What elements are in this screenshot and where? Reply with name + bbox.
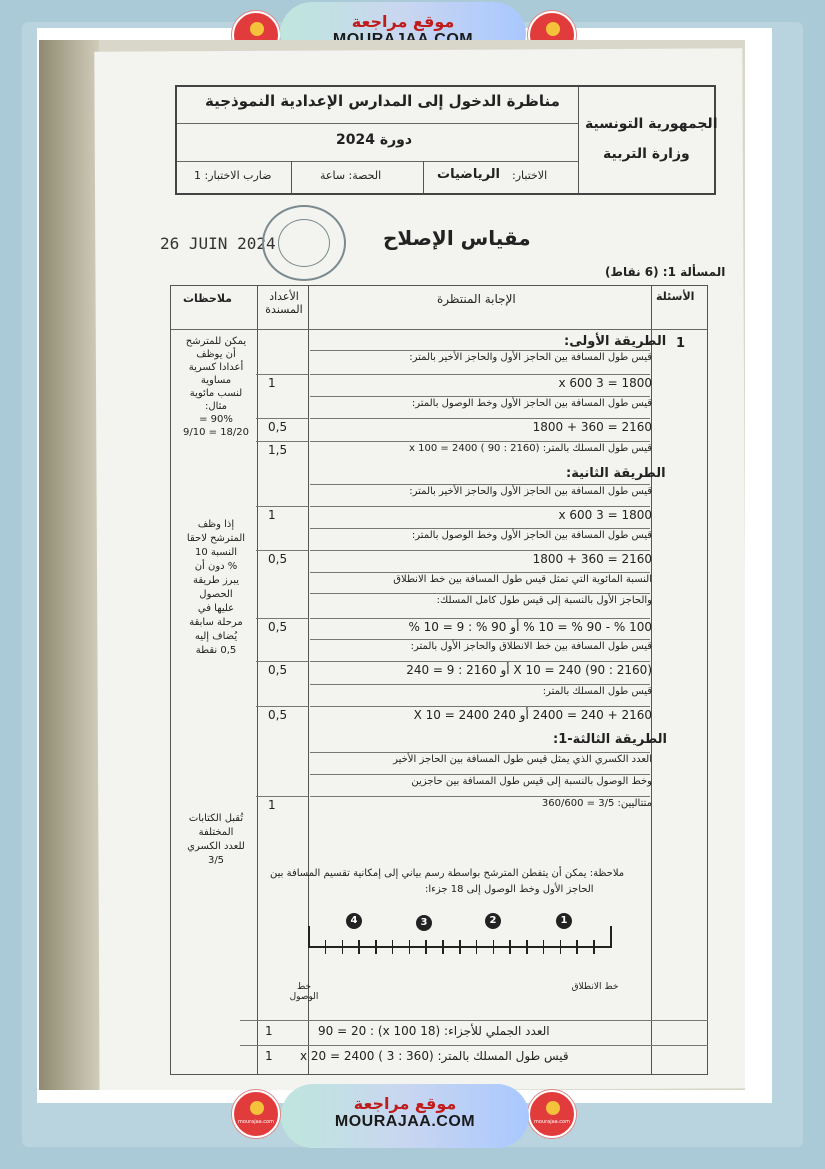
row-divider [310, 350, 650, 351]
number-line-tick [375, 940, 377, 954]
answer-row: (2160 : 90) X 10 = 240 أو 2160 : 9 = 240 [406, 663, 652, 677]
number-line-tick [325, 940, 327, 954]
answer-row: والحاجز الأول بالنسبة إلى قيس طول كامل المسلك: [436, 595, 652, 606]
site-name-ar-bottom: موقع مراجعة [353, 1094, 457, 1113]
number-line-tick [610, 926, 612, 948]
note-line: أن يوظف [196, 349, 236, 360]
points-divider [256, 374, 308, 375]
row-points: 0,5 [268, 420, 288, 434]
official-stamp [262, 205, 346, 281]
number-line [308, 946, 610, 948]
number-line-tick [459, 940, 461, 954]
row-divider [310, 374, 650, 375]
note-line: مثال: [204, 401, 228, 412]
note-line: يُضاف إليه [194, 631, 238, 642]
answer-row: قيس طول المسافة بين خط الانطلاق والحاجز الأول بالمتر: [410, 641, 652, 652]
note-line: يبرز طريقة [192, 575, 239, 586]
row-divider [310, 706, 650, 707]
row-divider [310, 618, 650, 619]
note-line: إذا وظف [197, 519, 235, 530]
marker-2: 2 [485, 913, 501, 929]
site-name-ar: موقع مراجعة [351, 12, 455, 31]
marker-1: 1 [556, 913, 572, 929]
col-questions: الأسئلة [656, 290, 695, 303]
answer-row: قيس طول المسافة بين الحاجز الأول والحاجز الأخير بالمتر: [409, 352, 652, 363]
note-line: يمكن للمترشح [185, 336, 247, 347]
marker-4: 4 [346, 913, 362, 929]
number-line-tick [576, 940, 578, 954]
answer-row: 2160 = 360 + 1800 [532, 552, 652, 566]
label-start: خط الانطلاق [571, 982, 619, 992]
row-divider [310, 796, 650, 797]
note-line: النسبة 10 [194, 547, 238, 558]
label-finish: خط الوصول [289, 982, 319, 1002]
row-divider [310, 639, 650, 640]
doc-title: مقياس الإصلاح [383, 226, 531, 250]
duration: الحصة: ساعة [320, 169, 382, 182]
row-points: 1,5 [268, 443, 288, 457]
row-divider [310, 528, 650, 529]
row-divider [310, 418, 650, 419]
col-notes: ملاحظات [183, 292, 232, 305]
col-points: الأعداد المسندة [265, 290, 303, 316]
row-points: 0,5 [268, 552, 288, 566]
subject-value: الرياضيات [437, 167, 501, 182]
site-logo-left-bottom: mourajaa.com [232, 1090, 280, 1138]
row-divider [310, 506, 650, 507]
points-divider [256, 661, 308, 662]
site-name-en-bottom: MOURAJAA.COM [334, 1113, 476, 1130]
points-divider [256, 550, 308, 551]
final-row-1: العدد الجملي للأجزاء: (18 x 100) : 90 = 20 [318, 1024, 550, 1038]
final-row-1-pts: 1 [265, 1024, 273, 1038]
note-line: أعدادا كسرية [188, 362, 244, 373]
note-line: 18/20 = 9/10 [182, 427, 250, 438]
method-1-title: الطريقة الأولى: [564, 334, 667, 349]
answer-row: قيس طول المسلك بالمتر: (2160 : 90 ) x 100 = 2400 [409, 443, 652, 454]
row-divider [310, 396, 650, 397]
points-divider [256, 796, 308, 797]
note-line: للعدد الكسري [187, 841, 245, 852]
row-points: 1 [268, 508, 276, 522]
row-divider [310, 661, 650, 662]
final-row-2-pts: 1 [265, 1049, 273, 1063]
date-stamp: 26 JUIN 2024 [160, 234, 276, 253]
answer-row: 2160 = 360 + 1800 [532, 420, 652, 434]
subject-label: الاختبار: [512, 169, 548, 182]
notes-block-1 [176, 335, 256, 439]
number-line-tick [425, 940, 427, 954]
notes-block-2 [176, 518, 256, 658]
note-text-2: الحاجز الأول وخط الوصول إلى 18 جزءا: [425, 884, 594, 895]
row-points: 0,5 [268, 663, 288, 677]
note-line: مساوية [200, 375, 232, 386]
method-3-title: الطريقة الثالثة-1: [553, 732, 667, 747]
number-line-tick [509, 940, 511, 954]
number-line-tick [476, 940, 478, 954]
points-divider [256, 506, 308, 507]
number-line-tick [442, 940, 444, 954]
note-line: 3/5 [207, 855, 225, 866]
row-divider [310, 684, 650, 685]
exam-title: مناظرة الدخول إلى المدارس الإعدادية النموذجية [205, 92, 560, 110]
answer-row: 2160 + 240 = 2400 أو 240 X 10 = 2400 [413, 708, 652, 722]
row-divider [310, 593, 650, 594]
answer-row: العدد الكسري الذي يمثل قيس طول المسافة بين الحاجز الأخير [393, 754, 652, 765]
note-line: لنسب مائوية [189, 388, 243, 399]
answer-row: وخط الوصول بالنسبة إلى قيس طول المسافة بين حاجزين [411, 776, 652, 787]
note-line: المترشح لاحقا [186, 533, 246, 544]
question-number: 1 [676, 336, 686, 351]
row-points: 0,5 [268, 620, 288, 634]
answer-row: قيس طول المسافة بين الحاجز الأول وخط الوصول بالمتر: [411, 398, 652, 409]
method-2-title: الطريقة الثانية: [566, 466, 666, 481]
number-line-tick [560, 940, 562, 954]
paper-shadow [39, 40, 99, 1090]
row-points: 1 [268, 798, 276, 812]
answer-row: 1800 = 3 x 600 [558, 376, 652, 390]
note-line: المختلفة [198, 827, 234, 838]
note-line: عليها في [197, 603, 235, 614]
row-divider [310, 484, 650, 485]
exam-session: دورة 2024 [336, 132, 413, 148]
row-divider [310, 441, 650, 442]
points-divider [256, 706, 308, 707]
number-line-tick [358, 940, 360, 954]
answer-row: قيس طول المسافة بين الحاجز الأول وخط الوصول بالمتر: [411, 530, 652, 541]
note-line: مرحلة سابقة [189, 617, 243, 628]
number-line-tick [409, 940, 411, 954]
site-logo-right-bottom: mourajaa.com [528, 1090, 576, 1138]
marker-3: 3 [416, 915, 432, 931]
points-divider [256, 441, 308, 442]
problem-label: المسألة 1: (6 نقاط) [605, 265, 726, 279]
note-text: ملاحظة: يمكن أن يتفطن المترشح بواسطة رسم بياني إلى إمكانية تقسيم المسافة بين [270, 868, 625, 879]
points-divider [256, 618, 308, 619]
site-banner-bottom[interactable] [281, 1084, 529, 1148]
answer-row: 1800 = 3 x 600 [558, 508, 652, 522]
coefficient: ضارب الاختبار: 1 [194, 169, 272, 182]
row-divider [310, 550, 650, 551]
note-line: % دون أن [194, 561, 238, 572]
note-line: 0,5 نقطة [195, 645, 237, 656]
row-points: 1 [268, 376, 276, 390]
note-line: 90% = [199, 414, 233, 425]
row-divider [310, 752, 650, 753]
number-line-tick [308, 926, 310, 948]
number-line-tick [526, 940, 528, 954]
notes-block-3 [176, 812, 256, 868]
number-line-tick [392, 940, 394, 954]
points-divider [256, 418, 308, 419]
republic-label: الجمهورية التونسية [585, 116, 718, 132]
answer-row: النسبة المائوية التي تمثل قيس طول المسافة بين خط الانطلاق [393, 574, 652, 585]
number-line-tick [543, 940, 545, 954]
col-answer: الإجابة المنتظرة [437, 292, 516, 306]
answer-row: 100 % - 90 % = 10 % أو 90 % : 9 = 10 % [408, 620, 652, 634]
answer-row: متتاليين: 3/5 = 360/600 [541, 798, 652, 809]
final-row-2: قيس طول المسلك بالمتر: (360 : 3 ) x 20 = 2400 [300, 1049, 569, 1063]
row-divider [310, 774, 650, 775]
answer-row: قيس طول المسلك بالمتر: [542, 686, 652, 697]
note-line: تُقبل الكتابات [188, 813, 244, 824]
answer-row: قيس طول المسافة بين الحاجز الأول والحاجز الأخير بالمتر: [409, 486, 652, 497]
note-line: الحصول [199, 589, 233, 600]
ministry-label: وزارة التربية [603, 146, 690, 162]
number-line-tick [593, 940, 595, 954]
row-divider [310, 572, 650, 573]
row-points: 0,5 [268, 708, 288, 722]
number-line-tick [493, 940, 495, 954]
number-line-tick [342, 940, 344, 954]
